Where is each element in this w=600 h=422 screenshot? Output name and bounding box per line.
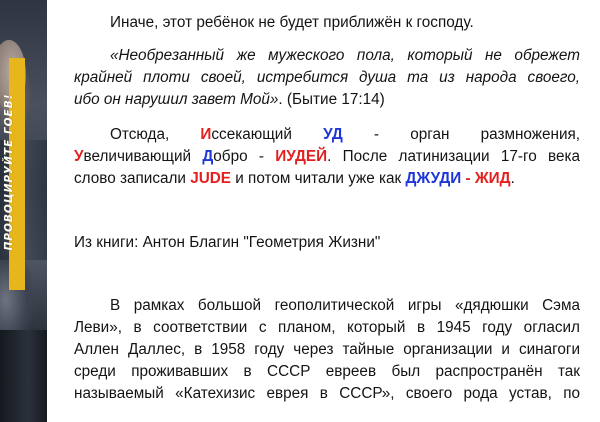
paragraph-5-line-2: Леви», в соответствии с планом, который в 1945 году огласил	[74, 319, 580, 336]
highlight-dash: -	[465, 170, 471, 187]
paragraph-3-line-3	[74, 168, 580, 190]
text-fragment: ссекающий	[211, 126, 292, 143]
text-fragment: величивающий	[83, 148, 192, 165]
paragraph-5	[74, 295, 580, 405]
highlight-ZHID: ЖИД	[474, 170, 511, 187]
text-fragment: размножения,	[480, 126, 581, 143]
paragraph-3-line-2	[74, 146, 580, 168]
paragraph-3-line-1	[74, 124, 580, 146]
paragraph-1	[74, 12, 580, 34]
quote-line-3	[74, 89, 580, 111]
document-body	[74, 0, 580, 422]
vertical-banner-text: ПРОВОЦИРУЙТЕ ГОЕВ!	[3, 93, 15, 251]
quote-line-3-italic: ибо он нарушил завет Мой»	[74, 91, 279, 108]
text-fragment: и потом читали уже как	[235, 170, 402, 187]
text-fragment: Отсюда,	[110, 126, 170, 143]
paragraph-5-line-3: Аллен Даллес, в 1958 году через тайные организации и синагоги	[74, 341, 580, 358]
highlight-letter-D: Д	[202, 148, 214, 165]
highlight-letter-I: И	[200, 126, 212, 143]
paragraph-3	[74, 124, 580, 190]
quote-line-1: «Необрезанный же мужеского пола, который не обрежет	[110, 47, 580, 64]
side-photo-strip	[0, 0, 47, 422]
quote-line-2: крайней плоти своей, истребится душа та из народа своего,	[74, 69, 580, 86]
text-fragment: -	[373, 126, 380, 143]
text-fragment: . После латинизации 17-го века	[327, 148, 581, 165]
highlight-JUDE: JUDE	[190, 170, 232, 187]
highlight-letter-U: У	[74, 148, 84, 165]
highlight-DZHUDI: ДЖУДИ	[405, 170, 462, 187]
paragraph-5-line-5: называемый «Катехизис еврея в СССР», своего рода устав, по	[74, 385, 580, 402]
source-citation-text: Из книги: Антон Благин "Геометрия Жизни"	[74, 234, 381, 251]
text-fragment: слово записали	[74, 170, 186, 187]
highlight-IUDEI: ИУДЕЙ	[275, 148, 328, 165]
photo-shade-bottom	[0, 330, 47, 422]
source-citation	[74, 232, 580, 254]
text-fragment: .	[510, 170, 515, 187]
quote-reference: . (Бытие 17:14)	[278, 91, 385, 108]
paragraph-5-line-4: среди проживавших в СССР евреев был распространён так	[74, 363, 580, 380]
paragraph-2-quote	[74, 45, 580, 111]
paragraph-5-line-1: В рамках большой геополитической игры «дядюшки Сэма	[110, 297, 580, 314]
text-fragment: орган	[410, 126, 450, 143]
paragraph-1-text: Иначе, этот ребёнок не будет приближён к господу.	[110, 14, 474, 31]
highlight-UD: УД	[323, 126, 343, 143]
text-fragment: обро -	[213, 148, 264, 165]
